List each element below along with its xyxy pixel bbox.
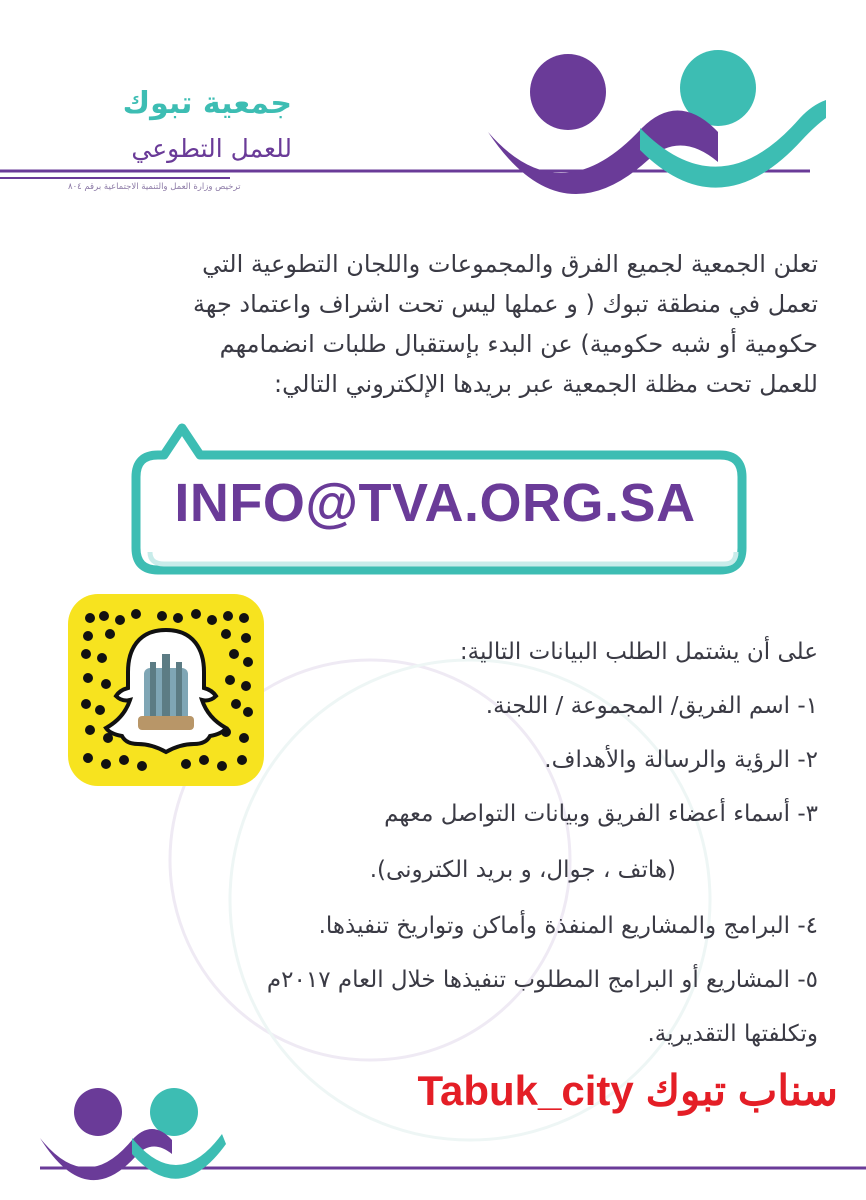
requirement-item: (هاتف ، جوال، و بريد الكترونى). [369, 857, 676, 883]
requirement-item: ٢- الرؤية والرسالة والأهداف. [544, 747, 818, 773]
requirement-item: وتكلفتها التقديرية. [647, 1021, 818, 1047]
org-subtitle: للعمل التطوعي [131, 134, 292, 163]
bottom-logo-graphic [0, 1070, 866, 1200]
teal-circle-icon [150, 1088, 198, 1136]
email-address[interactable]: INFO@TVA.ORG.SA [174, 473, 696, 533]
snap-username: Tabuk_city [417, 1067, 634, 1114]
purple-circle-icon [530, 54, 606, 130]
intro-line: تعلن الجمعية لجميع الفرق والمجموعات واللجان التطوعية التي [202, 250, 818, 278]
snap-label: سناب تبوك [645, 1067, 838, 1114]
intro-line: حكومية أو شبه حكومية) عن البدء بإستقبال طلبات انضمامهم [219, 330, 818, 358]
intro-paragraph [28, 244, 818, 404]
requirement-item: ٤- البرامج والمشاريع المنفذة وأماكن وتواريخ تنفيذها. [318, 913, 818, 939]
requirement-item: ٣- أسماء أعضاء الفريق وبيانات التواصل معهم [384, 801, 818, 827]
intro-line: للعمل تحت مظلة الجمعية عبر بريدها الإلكتروني التالي: [273, 370, 818, 398]
requirement-item: ٥- المشاريع أو البرامج المطلوب تنفيذها خلال العام ٢٠١٧م [266, 967, 818, 993]
purple-circle-icon [74, 1088, 122, 1136]
requirements-heading: على أن يشتمل الطلب البيانات التالية: [459, 639, 818, 665]
org-name: جمعية تبوك [122, 86, 292, 121]
requirement-item: ١- اسم الفريق/ المجموعة / اللجنة. [485, 693, 818, 719]
license-text: ترخيص وزارة العمل والتنمية الاجتماعية برقم ٨٠٤ [68, 182, 241, 192]
snapcode-image[interactable] [66, 592, 266, 788]
intro-line: تعمل في منطقة تبوك ( و عملها ليس تحت اشراف واعتماد جهة [193, 290, 818, 318]
